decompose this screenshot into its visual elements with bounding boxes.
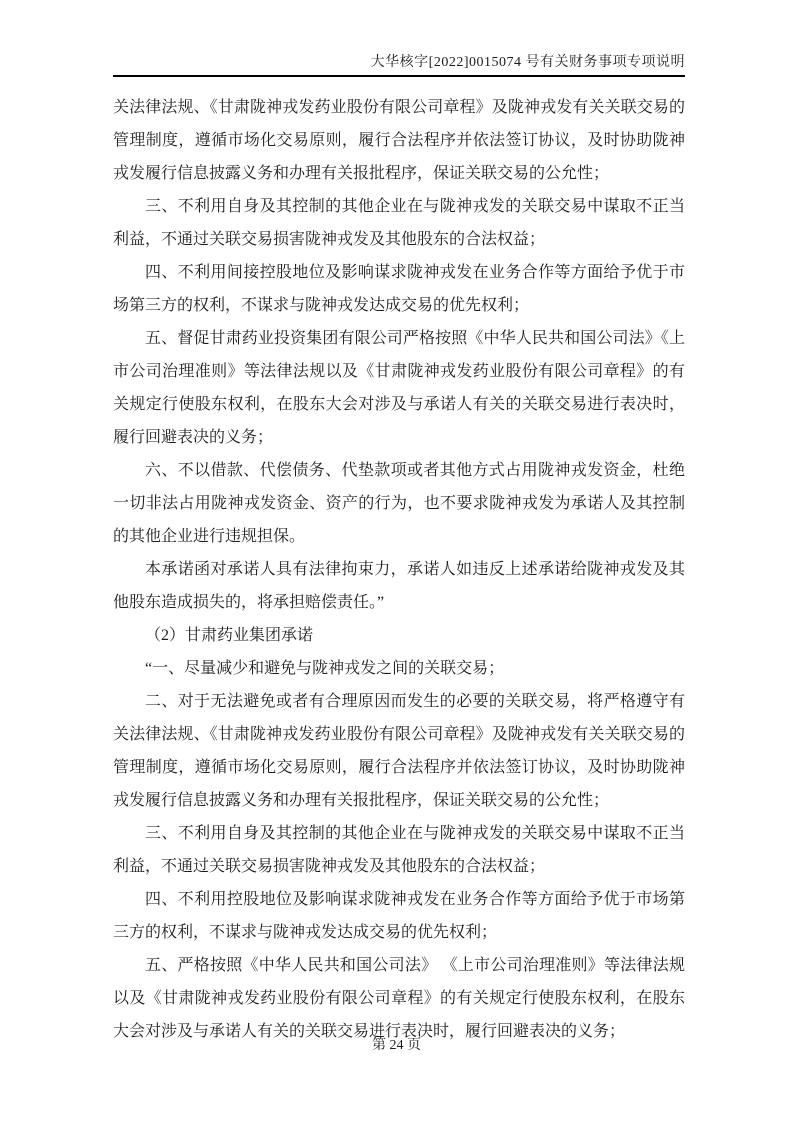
paragraph: 三、不利用自身及其控制的其他企业在与陇神戎发的关联交易中谋取不正当利益，不通过关联交易损害陇神戎发及其他股东的合法权益； xyxy=(113,198,685,248)
paragraph: 五、督促甘肃药业投资集团有限公司严格按照《中华人民共和国公司法》《上市公司治理准则》等法律法规以及《甘肃陇神戎发药业股份有限公司章程》的有关规定行使股东权利，在股东大会对涉及与承诺人有关的关联交易进行表决时，履行回避表决的义务； xyxy=(113,330,685,446)
paragraph: 三、不利用自身及其控制的其他企业在与陇神戎发的关联交易中谋取不正当利益，不通过关联交易损害陇神戎发及其他股东的合法权益； xyxy=(113,825,685,875)
page-number: 第 24 页 xyxy=(372,1038,421,1053)
document-footer xyxy=(0,1036,793,1056)
paragraph: “一、尽量减少和避免与陇神戎发之间的关联交易； xyxy=(145,660,505,677)
paragraph: 本承诺函对承诺人具有法律拘束力，承诺人如违反上述承诺给陇神戎发及其他股东造成损失的，将承担赔偿责任。” xyxy=(113,561,685,611)
paragraph: 六、不以借款、代偿债务、代垫款项或者其他方式占用陇神戎发资金，杜绝一切非法占用陇神戎发资金、资产的行为，也不要求陇神戎发为承诺人及其控制的其他企业进行违规担保。 xyxy=(113,462,685,545)
paragraph: 五、严格按照《中华人民共和国公司法》 《上市公司治理准则》等法律法规以及《甘肃陇神戎发药业股份有限公司章程》的有关规定行使股东权利，在股东大会对涉及与承诺人有关的关联交易进行表决时，履行回避表决的义务； xyxy=(113,957,685,1040)
document-body xyxy=(113,91,685,1048)
paragraph: 关法律法规、《甘肃陇神戎发药业股份有限公司章程》及陇神戎发有关关联交易的管理制度，遵循市场化交易原则，履行合法程序并依法签订协议，及时协助陇神戎发履行信息披露义务和办理有关报批程序，保证关联交易的公允性； xyxy=(113,99,685,182)
document-header xyxy=(113,0,685,77)
paragraph: 四、不利用间接控股地位及影响谋求陇神戎发在业务合作等方面给予优于市场第三方的权利，不谋求与陇神戎发达成交易的优先权利； xyxy=(113,264,685,314)
paragraph: （2）甘肃药业集团承诺 xyxy=(145,627,314,644)
document-header-title: 大华核字[2022]0015074 号有关财务事项专项说明 xyxy=(113,54,685,77)
paragraph: 二、对于无法避免或者有合理原因而发生的必要的关联交易，将严格遵守有关法律法规、《甘肃陇神戎发药业股份有限公司章程》及陇神戎发有关关联交易的管理制度，遵循市场化交易原则，履行合法程序并依法签订协议，及时协助陇神戎发履行信息披露义务和办理有关报批程序，保证关联交易的公允性； xyxy=(113,693,685,809)
paragraph: 四、不利用控股地位及影响谋求陇神戎发在业务合作等方面给予优于市场第三方的权利，不谋求与陇神戎发达成交易的优先权利； xyxy=(113,891,685,941)
